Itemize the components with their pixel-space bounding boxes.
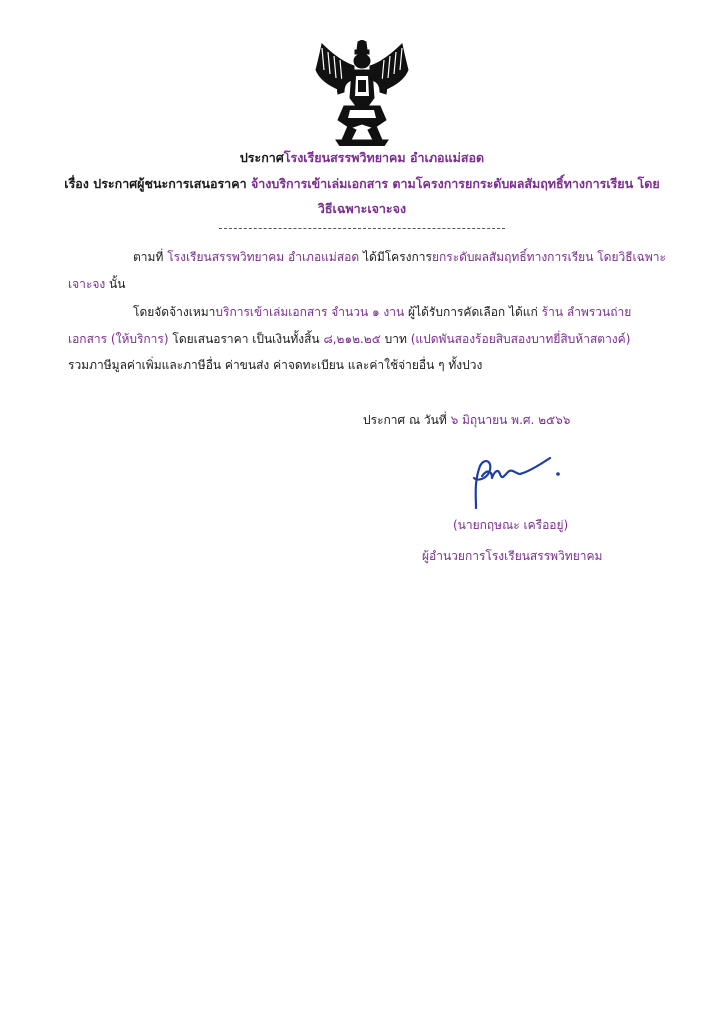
district-name: อำเภอแม่สอด <box>410 150 485 165</box>
p2-amount: ๘,๒๑๒.๒๕ <box>323 332 381 346</box>
p1-org: โรงเรียนสรรพวิทยาคม อำเภอแม่สอด <box>167 250 360 264</box>
p2-selected-text: ผู้ได้รับการคัดเลือก ได้แก่ <box>408 305 538 319</box>
divider-rule <box>219 228 505 229</box>
subject-project-line2: วิธีเฉพาะเจาะจง <box>317 201 407 216</box>
subject-project-line1: จ้างบริการเข้าเล่มเอกสาร ตามโครงการยกระดับผลสัมฤทธิ์ทางการเรียน โดย <box>250 176 660 191</box>
p1-middle: ได้มีโครงการ <box>362 250 432 264</box>
garuda-emblem-icon <box>314 40 410 146</box>
subject-line <box>40 174 684 194</box>
p1-project-line1: ยกระดับผลสัมฤทธิ์ทางการเรียน โดยวิธีเฉพาะ <box>431 250 666 264</box>
subject-line-2 <box>40 199 684 219</box>
p2-line3: รวมภาษีมูลค่าเพิ่มและภาษีอื่น ค่าขนส่ง ค่าจดทะเบียน และค่าใช้จ่ายอื่น ๆ ทั้งปวง <box>68 358 483 372</box>
announcement-date <box>363 412 570 428</box>
p2-item: บริการเข้าเล่มเอกสาร <box>215 305 328 319</box>
paragraph-1-line-2 <box>68 276 125 292</box>
p2-amount-words: (แปดพันสองร้อยสิบสองบาทยี่สิบห้าสตางค์) <box>410 332 631 346</box>
signer-position <box>422 548 602 564</box>
school-name: โรงเรียนสรรพวิทยาคม <box>283 150 406 165</box>
p2-vendor-line2: เอกสาร (ให้บริการ) <box>68 332 169 346</box>
announce-prefix: ประกาศ <box>239 150 284 165</box>
p2-vendor-line1: ร้าน ลำพรวนถ่าย <box>541 305 632 319</box>
subject-prefix: เรื่อง <box>64 176 89 191</box>
paragraph-2-line-2 <box>68 331 630 347</box>
p1-lead: ตามที่ <box>133 250 164 264</box>
p1-project-line2: เจาะจง <box>68 277 106 291</box>
signer-name-text: (นายกฤษณะ เครืออยู่) <box>453 518 569 532</box>
signer-name <box>453 517 568 533</box>
paragraph-1-line-1 <box>133 249 666 265</box>
p2-currency: บาท <box>384 332 407 346</box>
handwritten-signature-icon <box>458 452 568 512</box>
p1-tail: นั้น <box>109 277 126 291</box>
paragraph-2-line-1 <box>133 304 631 320</box>
date-value: ๖ มิถุนายน พ.ศ. ๒๕๖๖ <box>450 413 571 427</box>
p2-qty: ๑ งาน <box>371 305 405 319</box>
subject-label: ประกาศผู้ชนะการเสนอราคา <box>93 176 247 191</box>
p2-offer-text: โดยเสนอราคา เป็นเงินทั้งสิ้น <box>172 332 320 346</box>
p2-lead: โดยจัดจ้างเหมา <box>133 305 216 319</box>
date-label: ประกาศ ณ วันที่ <box>363 413 447 427</box>
announcement-title <box>40 148 684 168</box>
paragraph-2-line-3 <box>68 357 482 373</box>
p2-qty-label: จำนวน <box>331 305 369 319</box>
signer-position-text: ผู้อำนวยการโรงเรียนสรรพวิทยาคม <box>422 549 603 563</box>
